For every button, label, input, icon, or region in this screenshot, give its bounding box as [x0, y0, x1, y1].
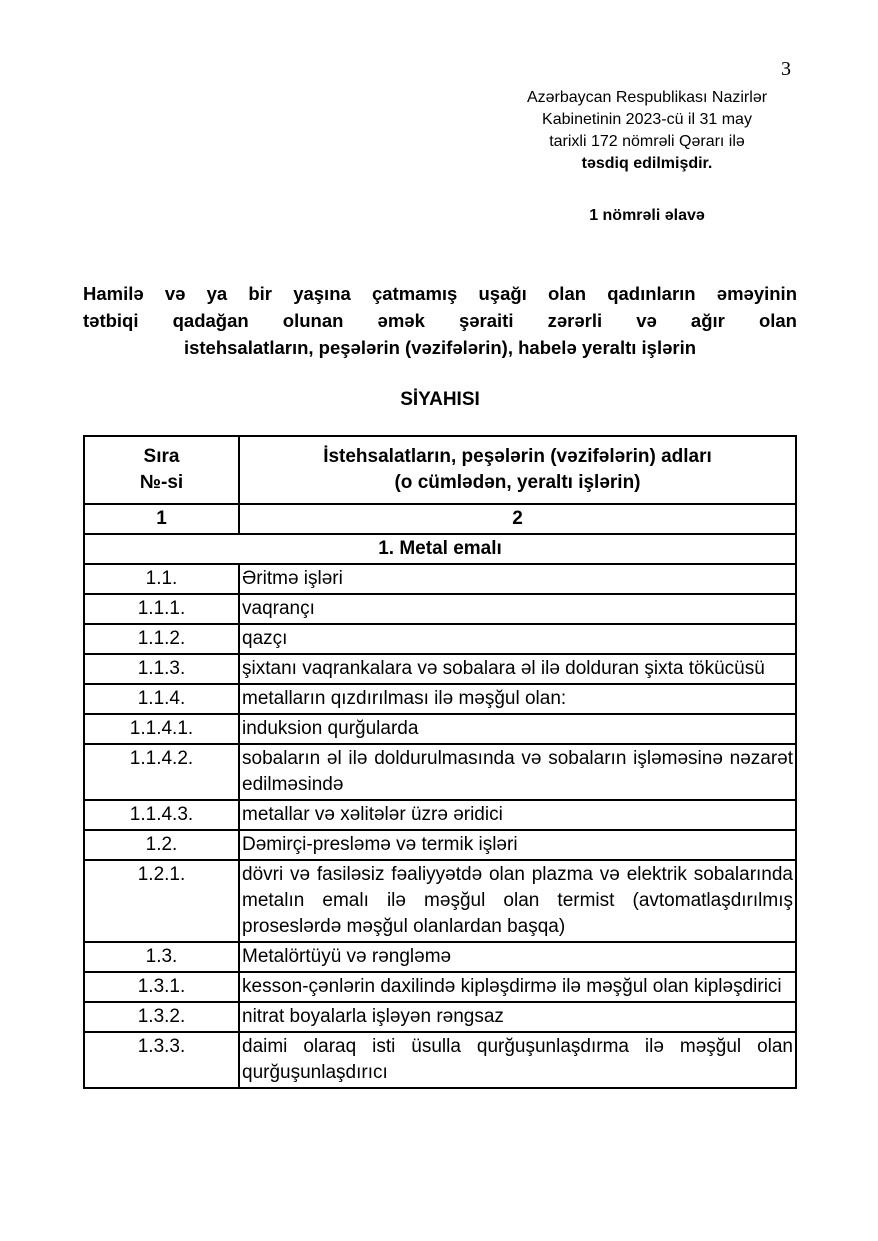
- row-number-cell: 1.3.1.: [84, 972, 239, 1002]
- row-description-cell: induksion qurğularda: [239, 714, 796, 744]
- row-description-cell: şixtanı vaqrankalara və sobalara əl ilə dolduran şixta tökücüsü: [239, 654, 796, 684]
- table-row: [84, 972, 796, 1002]
- table-row: [84, 564, 796, 594]
- row-description-cell: Əritmə işləri: [239, 564, 796, 594]
- row-number-cell: 1.1.2.: [84, 624, 239, 654]
- row-description-cell: kesson-çənlərin daxilində kipləşdirmə ilə məşğul olan kipləşdirici: [239, 972, 796, 1002]
- table-row: [84, 1032, 796, 1088]
- page-number: 3: [781, 58, 791, 80]
- row-description-cell: Dəmirçi-presləmə və termik işləri: [239, 830, 796, 860]
- row-description-cell: metalların qızdırılması ilə məşğul olan:: [239, 684, 796, 714]
- table-header-row: [84, 436, 796, 504]
- table-row: [84, 684, 796, 714]
- row-number-cell: 1.1.3.: [84, 654, 239, 684]
- header-names-line-2: (o cümlədən, yeraltı işlərin): [394, 472, 641, 493]
- list-heading: SİYAHISI: [400, 389, 480, 410]
- table-row: [84, 594, 796, 624]
- occupations-table: [83, 435, 797, 1089]
- table-row: [84, 714, 796, 744]
- row-description-cell: sobaların əl ilə doldurulmasında və sobaların işləməsinə nəzarət edilməsində: [239, 744, 796, 800]
- row-number-cell: 1.3.: [84, 942, 239, 972]
- annex-label: 1 nömrəli əlavə: [589, 207, 705, 224]
- row-description-cell: qazçı: [239, 624, 796, 654]
- table-row: [84, 504, 796, 534]
- row-number-cell: 1.1.1.: [84, 594, 239, 624]
- header-cell-number: [84, 436, 239, 504]
- row-number-cell: 1.1.4.3.: [84, 800, 239, 830]
- approval-line-1: Azərbaycan Respublikası Nazirlər: [526, 89, 768, 106]
- header-cell-names: [239, 436, 796, 504]
- approval-line-2: Kabinetinin 2023-cü il 31 may: [542, 111, 752, 128]
- row-number-cell: 1.2.: [84, 830, 239, 860]
- header-number-line-1: Sıra: [143, 446, 180, 467]
- row-description-cell: dövri və fasiləsiz fəaliyyətdə olan plazma və elektrik sobalarında metalın emalı ilə məşğul olan termist (avtomatlaşdırılmış proseslərdə məşğul olanlardan başqa): [239, 860, 796, 942]
- table-row: [84, 1002, 796, 1032]
- row-number-cell: 1: [84, 504, 239, 534]
- table-row: [84, 744, 796, 800]
- row-description-cell: metallar və xəlitələr üzrə əridici: [239, 800, 796, 830]
- table-row: [84, 800, 796, 830]
- table-row: [84, 860, 796, 942]
- table-head: [84, 436, 796, 504]
- row-description-cell: Metalörtüyü və rəngləmə: [239, 942, 796, 972]
- title-line-3: istehsalatların, peşələrin (vəzifələrin), habelə yeraltı işlərin: [183, 337, 697, 358]
- table-row: [84, 654, 796, 684]
- row-description-cell: 2: [239, 504, 796, 534]
- row-description-cell: vaqrançı: [239, 594, 796, 624]
- row-description-cell: daimi olaraq isti üsulla qurğuşunlaşdırma ilə məşğul olan qurğuşunlaşdırıcı: [239, 1032, 796, 1088]
- table-row: [84, 534, 796, 564]
- title-line-1: Hamilə və ya bir yaşına çatmamış uşağı olan qadınların əməyinin: [83, 283, 797, 304]
- row-number-cell: 1.1.4.1.: [84, 714, 239, 744]
- row-number-cell: 1.1.: [84, 564, 239, 594]
- row-number-cell: 1.2.1.: [84, 860, 239, 942]
- row-number-cell: 1.3.3.: [84, 1032, 239, 1088]
- row-number-cell: 1.1.4.: [84, 684, 239, 714]
- table-row: [84, 830, 796, 860]
- document-title: [83, 280, 797, 361]
- section-row-label: 1. Metal emalı: [84, 534, 796, 564]
- row-number-cell: 1.1.4.2.: [84, 744, 239, 800]
- title-line-2: tətbiqi qadağan olunan əmək şəraiti zərərli və ağır olan: [83, 310, 797, 331]
- header-names-line-1: İstehsalatların, peşələrin (vəzifələrin) adları: [323, 446, 712, 467]
- approval-line-3: tarixli 172 nömrəli Qərarı ilə: [549, 133, 745, 150]
- table-row: [84, 942, 796, 972]
- row-number-cell: 1.3.2.: [84, 1002, 239, 1032]
- approval-line-bold: təsdiq edilmişdir.: [581, 155, 713, 172]
- table-body: [84, 504, 796, 1088]
- table-row: [84, 624, 796, 654]
- row-description-cell: nitrat boyalarla işləyən rəngsaz: [239, 1002, 796, 1032]
- approval-block: [497, 87, 797, 175]
- header-number-line-2: №-si: [139, 472, 184, 493]
